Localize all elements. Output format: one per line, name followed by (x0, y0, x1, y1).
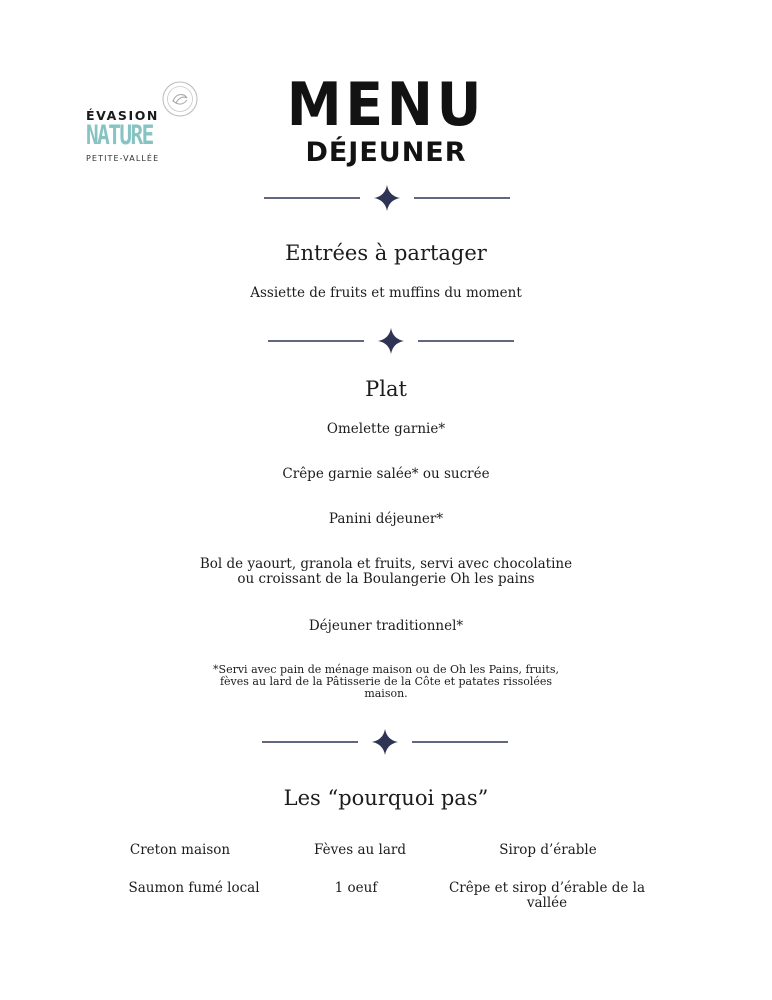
extra-item: vallée (526, 895, 568, 911)
extra-item: Fèves au lard (314, 842, 406, 858)
extra-item: Crêpe et sirop d’érable de la (448, 880, 646, 896)
menu-item: Omelette garnie* (326, 421, 446, 437)
extra-item: Sirop d’érable (499, 842, 597, 858)
menu-item: Crêpe garnie salée* ou sucrée (282, 466, 490, 482)
menu-item: Déjeuner traditionnel* (308, 618, 464, 634)
menu-item: Panini déjeuner* (328, 511, 444, 527)
menu-item: Assiette de fruits et muffins du moment (250, 285, 522, 301)
extra-item: Creton maison (129, 842, 231, 858)
extra-item: Saumon fumé local (128, 880, 260, 896)
menu-item: ou croissant de la Boulangerie Oh les pains (237, 571, 535, 587)
extra-item: 1 oeuf (334, 880, 378, 896)
footnote-line: maison. (364, 687, 408, 700)
section-divider (266, 326, 516, 356)
section-heading-extras: Les “pourquoi pas” (283, 786, 489, 810)
footnote-line: fèves au lard de la Pâtisserie de la Côte et patates rissolées (219, 675, 553, 688)
logo-line-nature: NATURE (86, 120, 153, 151)
logo-line-petite-vallee: PETITE-VALLÉE (86, 154, 160, 163)
logo-line-evasion: ÉVASION (86, 108, 159, 123)
footnote-line: *Servi avec pain de ménage maison ou de Oh les Pains, fruits, (213, 663, 559, 676)
section-divider (260, 727, 510, 757)
section-divider (262, 183, 512, 213)
menu-item: Bol de yaourt, granola et fruits, servi avec chocolatine (199, 556, 573, 572)
section-heading-entrees: Entrées à partager (285, 241, 487, 265)
section-heading-plat: Plat (365, 377, 407, 401)
menu-title: MENU (286, 70, 486, 140)
menu-subtitle: DÉJEUNER (305, 137, 467, 168)
